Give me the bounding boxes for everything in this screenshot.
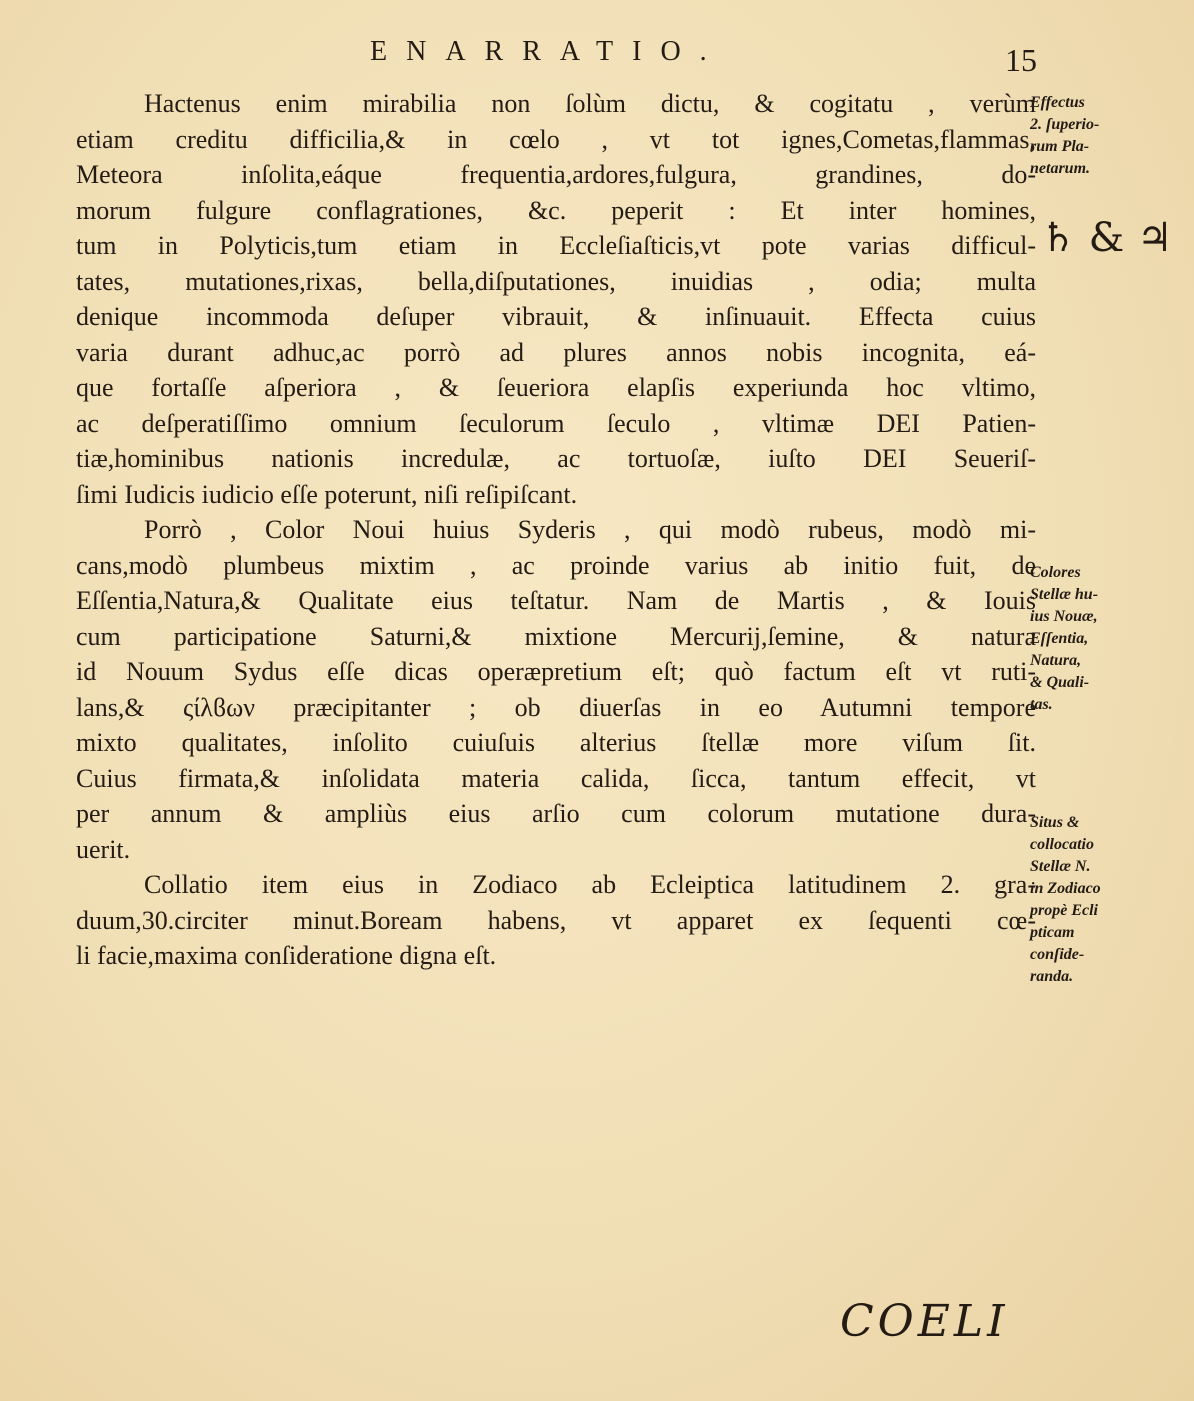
text-line: que fortaſſe aſperiora , & ſeueriora elapſis experiunda hoc vltimo,: [76, 373, 1036, 402]
margin-note-colores: Colores Stellæ hu- ius Nouæ, Eſſentia, Natura, & Quali- tas.: [1030, 564, 1099, 713]
text-line: lans,& ςίλϐων præcipitanter ; ob diuerſas in eo Autumni tempore: [76, 692, 1036, 722]
text-line: tiæ,hominibus nationis incredulæ, ac tortuoſæ, iuſto DEI Seueriſ-: [76, 444, 1036, 473]
text-line: ac deſperatiſſimo omnium ſeculorum ſeculo , vltimæ DEI Patien-: [76, 408, 1036, 438]
page-number: 15: [1005, 42, 1037, 78]
main-text-block: [76, 86, 1036, 974]
text-line: denique incommoda deſuper vibrauit, & inſinuauit. Effecta cuius: [76, 302, 1036, 331]
text-line: tum in Polyticis,tum etiam in Eccleſiaſticis,vt pote varias difficul-: [76, 231, 1036, 260]
text-line: duum,30.circiter minut.Boream habens, vt apparet ex ſequenti cœ-: [76, 905, 1036, 935]
text-line: mixto qualitates, inſolito cuiuſuis alterius ſtellæ more viſum ſit.: [76, 728, 1036, 757]
margin-note-situs: Situs & collocatio Stellæ N. in Zodiaco propè Ecli pticam conſide- randa.: [1030, 814, 1101, 985]
text-line: Eſſentia,Natura,& Qualitate eius teſtatur. Nam de Martis , & Iouis: [76, 586, 1036, 615]
text-line: cans,modò plumbeus mixtim , ac proinde varius ab initio fuit, de: [76, 550, 1036, 580]
text-line: tates, mutationes,rixas, bella,diſputationes, inuidias , odia; multa: [76, 266, 1036, 296]
text-line: cum participatione Saturni,& mixtione Mercurij,ſemine, & natura: [76, 621, 1036, 651]
catchword: COELI: [840, 1296, 1009, 1347]
text-line: Cuius firmata,& inſolidata materia calida, ſicca, tantum effecit, vt: [76, 763, 1036, 793]
planet-symbols-icon: ♄ & ♃: [1040, 215, 1173, 261]
text-line: etiam creditu difficilia,& in cœlo , vt tot ignes,Cometas,flammas,: [76, 124, 1036, 154]
text-line: per annum & ampliùs eius arſio cum colorum mutatione dura-: [76, 799, 1036, 828]
text-line: Meteora inſolita,eáque frequentia,ardores,fulgura, grandines, do-: [76, 160, 1036, 189]
text-line: Porrò , Color Noui huius Syderis , qui modò rubeus, modò mi-: [144, 515, 1036, 544]
running-header: ENARRATIO.: [370, 36, 726, 67]
text-line: ſimi Iudicis iudicio eſſe poterunt, niſi reſipiſcant.: [76, 479, 578, 509]
text-line: varia durant adhuc,ac porrò ad plures annos nobis incognita, eá-: [76, 337, 1036, 367]
text-line: Collatio item eius in Zodiaco ab Ecleiptica latitudinem 2. gra-: [144, 870, 1036, 899]
text-line: Hactenus enim mirabilia non ſolùm dictu, & cogitatu , verùm: [144, 89, 1036, 118]
text-line: uerit.: [76, 834, 131, 864]
text-line: id Nouum Sydus eſſe dicas operæpretium eſt; quò factum eſt vt ruti-: [76, 657, 1036, 686]
text-line: li facie,maxima conſideratione digna eſt.: [76, 941, 497, 970]
margin-note-effectus: Effectus 2. ſuperio- rum Pla- netarum.: [1030, 94, 1100, 177]
text-line: morum fulgure conflagrationes, &c. peperit : Et inter homines,: [76, 195, 1036, 225]
